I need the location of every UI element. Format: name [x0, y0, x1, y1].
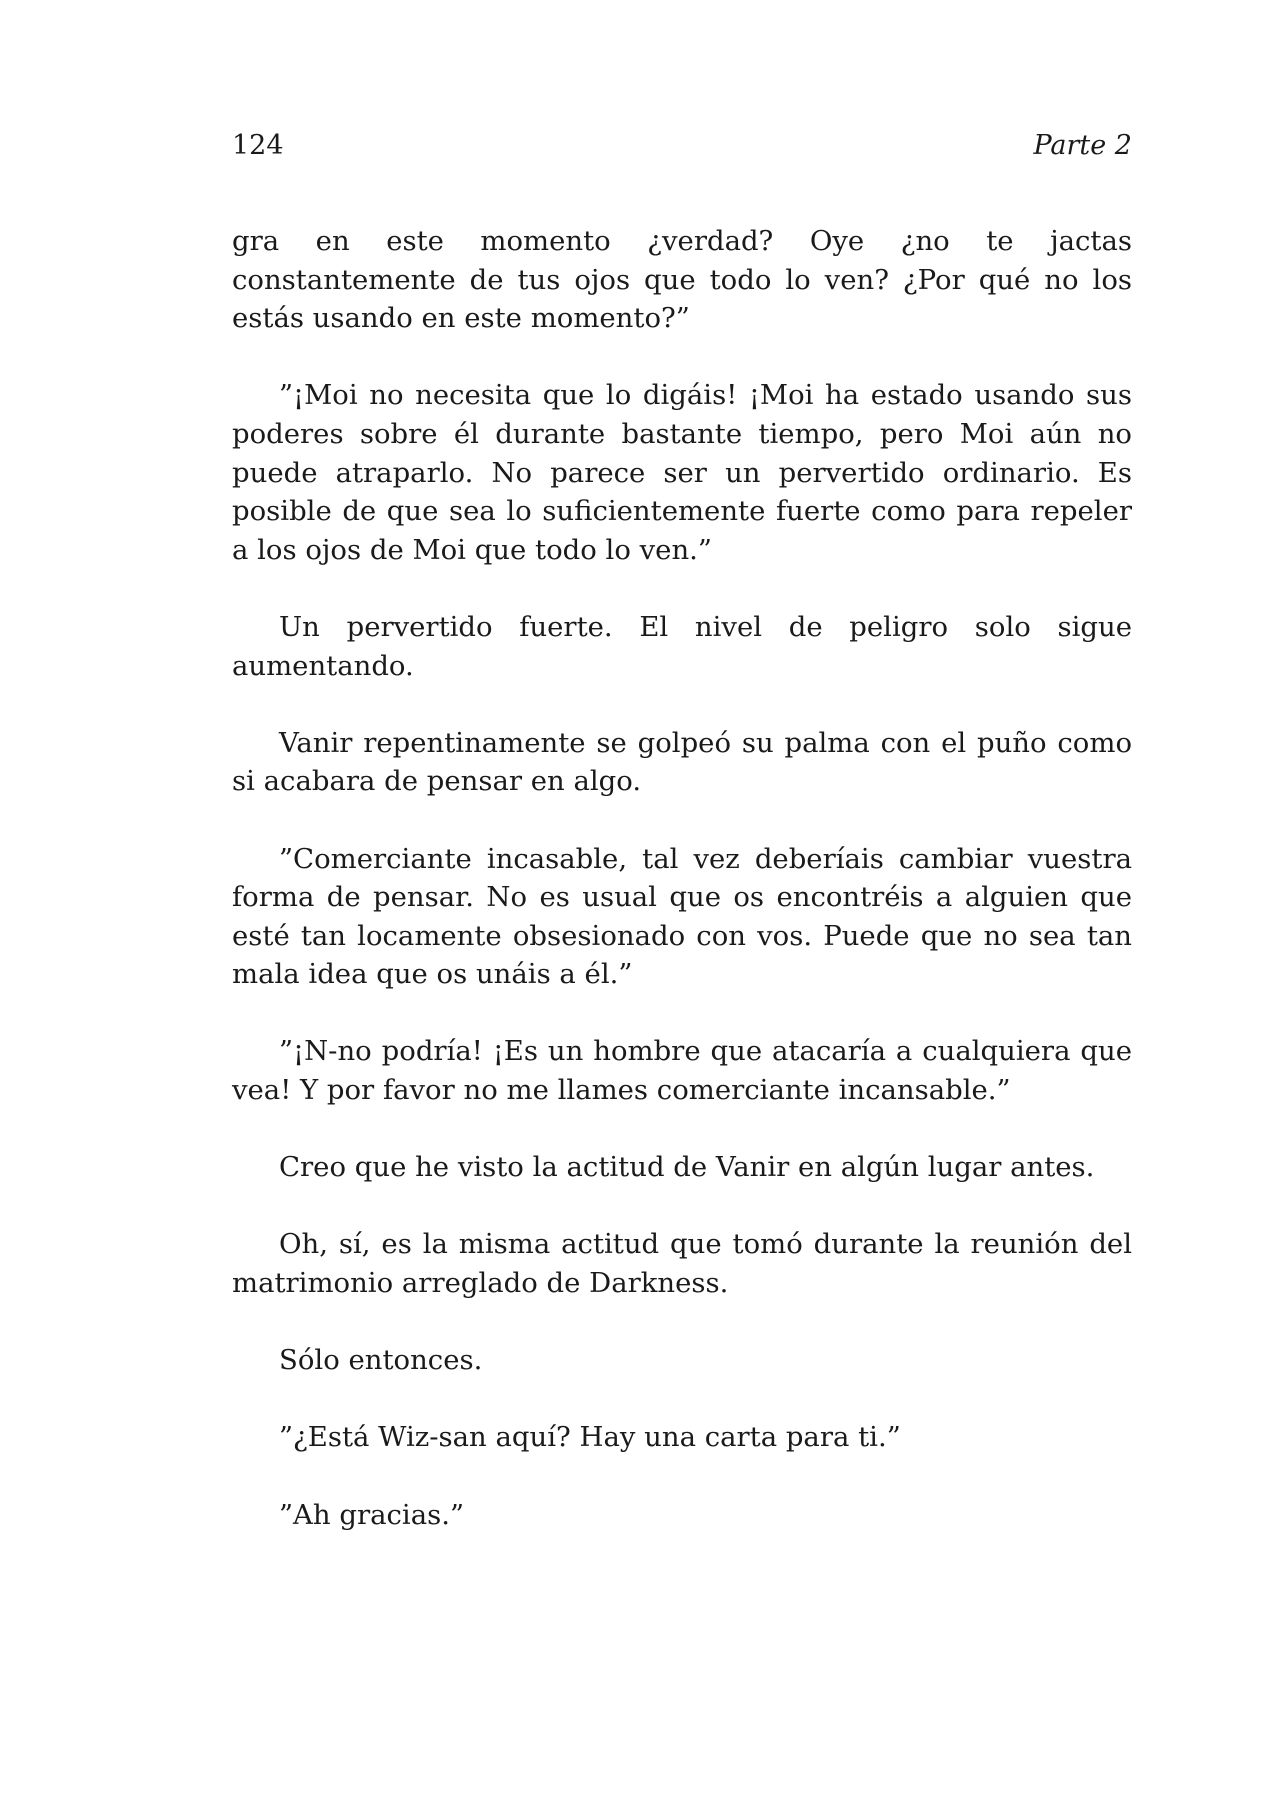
- page-number: 124: [232, 130, 284, 161]
- paragraph: ”¿Está Wiz-san aquí? Hay una carta para ti.”: [279, 1421, 901, 1454]
- paragraph: Creo que he visto la actitud de Vanir en algún lugar antes.: [279, 1151, 1095, 1184]
- paragraph: ”¡Moi no necesita que lo digáis! ¡Moi ha estado usando sus poderes sobre él durante bastante tiempo, pero Moi aún no puede atraparlo. No parece ser un pervertido ordinario. Es posible de que sea lo suficientemente fuerte como para repeler a los ojos de Moi que todo lo ven.”: [232, 379, 1132, 566]
- paragraph: ”Ah gracias.”: [279, 1498, 465, 1531]
- running-head: Parte 2: [1033, 130, 1132, 161]
- paragraph: Sólo entonces.: [279, 1344, 483, 1377]
- paragraph: Vanir repentinamente se golpeó su palma con el puño como si acabara de pensar en algo.: [232, 726, 1132, 798]
- paragraph: Oh, sí, es la misma actitud que tomó durante la reunión del matrimonio arreglado de Darkness.: [232, 1228, 1132, 1300]
- body-text: [232, 222, 1132, 1573]
- paragraph: Un pervertido fuerte. El nivel de peligro solo sigue aumentando.: [232, 610, 1132, 682]
- paragraph: ”Comerciante incasable, tal vez deberíais cambiar vuestra forma de pensar. No es usual que os encontréis a alguien que esté tan locamente obsesionado con vos. Puede que no sea tan mala idea que os unáis a él.”: [232, 842, 1132, 991]
- paragraph: gra en este momento ¿verdad? Oye ¿no te jactas constantemente de tus ojos que todo lo ven? ¿Por qué no los estás usando en este momento?”: [232, 225, 1132, 335]
- paragraph: ”¡N-no podría! ¡Es un hombre que atacaría a cualquiera que vea! Y por favor no me llames comerciante incansable.”: [232, 1035, 1132, 1107]
